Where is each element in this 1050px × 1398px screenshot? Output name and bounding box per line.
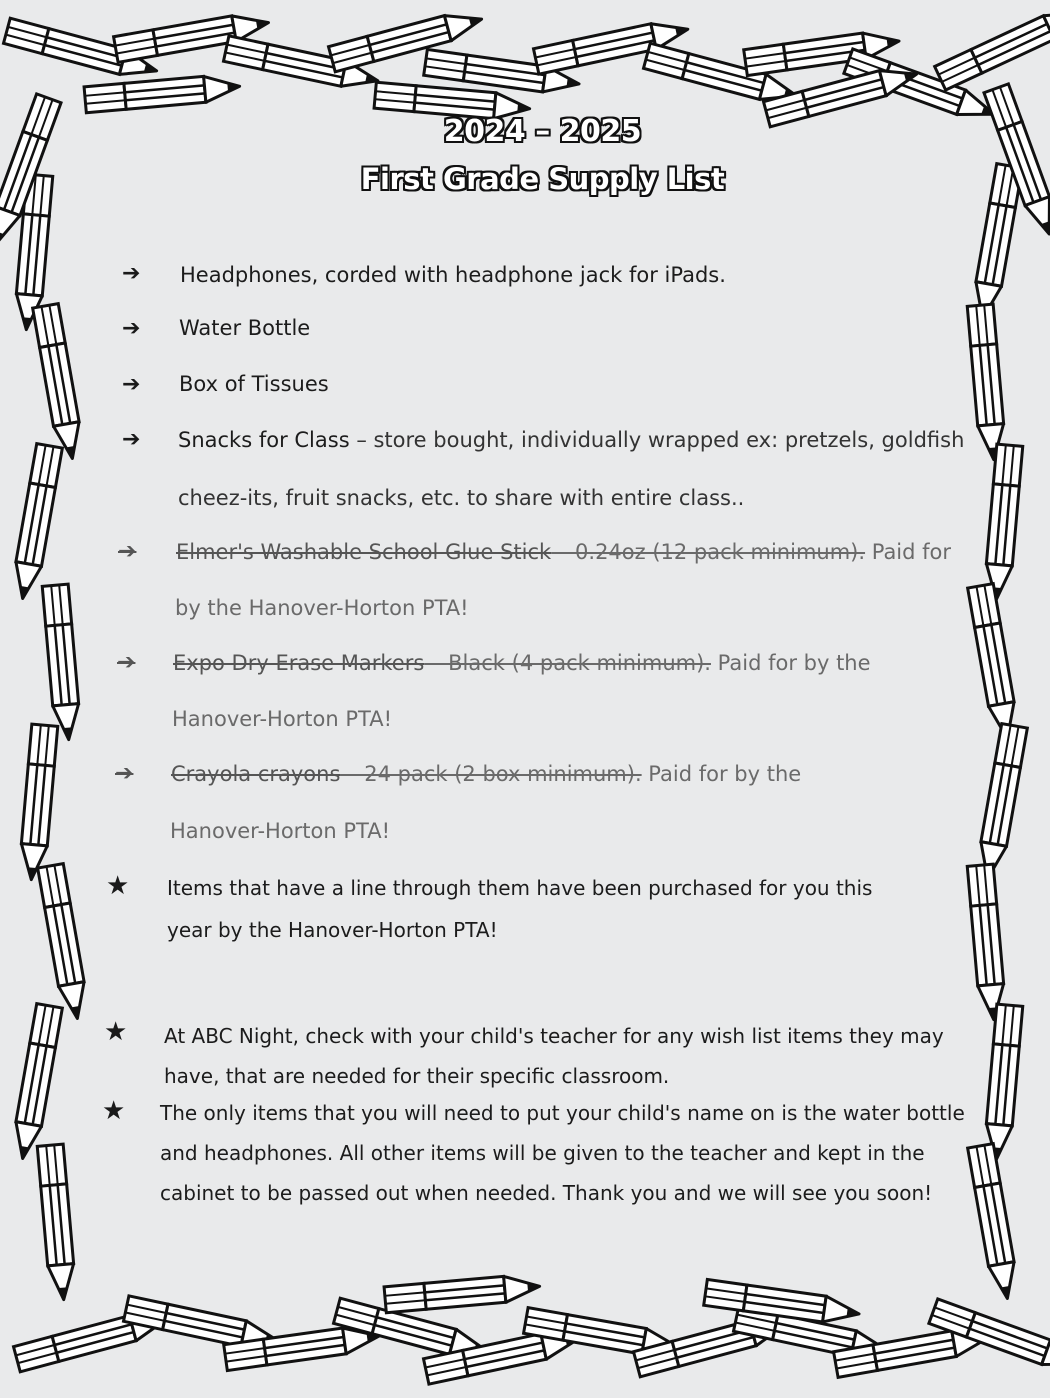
snacks-detail: – store bought, individually wrapped ex: pretzels, goldfish [349, 428, 965, 452]
pencil-border-icon [33, 304, 86, 461]
supply-item-headphones: Headphones, corded with headphone jack for iPads. [180, 263, 726, 287]
purchased-item-name: Expo Dry Erase Markers [173, 651, 425, 675]
note-names-line-1: The only items that you will need to put your child's name on is the water bottle [160, 1101, 965, 1125]
supply-item-water-bottle: Water Bottle [179, 316, 311, 340]
purchased-item-note: Paid for by the [710, 651, 871, 675]
pencil-border-icon [935, 1, 1050, 90]
supply-item-tissues: Box of Tissues [179, 372, 329, 396]
pencil-border-icon [968, 1144, 1021, 1301]
purchased-item-spec: – Black (4 pack minimum). [424, 651, 711, 675]
pencil-border-icon [10, 1004, 63, 1161]
pencil-border-icon [384, 1273, 541, 1312]
note-purchased-line-1: Items that have a line through them have been purchased for you this [167, 876, 873, 900]
note-names-line-2: and headphones. All other items will be given to the teacher and kept in the [160, 1141, 925, 1165]
purchased-item-continuation: Hanover-Horton PTA! [172, 707, 393, 731]
header-title: First Grade Supply List [360, 162, 725, 196]
supply-item-snacks [178, 430, 964, 451]
purchased-item-glue-stick [176, 542, 951, 563]
purchased-item-name: Elmer's Washable School Glue Stick [176, 540, 552, 564]
purchased-item-note: Paid for by the [641, 762, 802, 786]
pencil-border-icon [42, 584, 81, 741]
header-year: 2024 – 2025 [443, 114, 642, 149]
purchased-item-name: Crayola crayons [171, 762, 341, 786]
note-abc-night-line-2: have, that are needed for their specific classroom. [164, 1064, 670, 1088]
note-abc-night-line-1: At ABC Night, check with your child's teacher for any wish list items they may [164, 1024, 944, 1048]
pencil-border-icon [975, 724, 1028, 881]
purchased-item-note: Paid for [865, 540, 952, 564]
arrow-bullet-icon: ➔ [117, 650, 136, 675]
pencil-border-icon [84, 73, 241, 112]
pencil-border-icon [38, 864, 91, 1021]
pencil-border-icon [983, 444, 1022, 601]
snacks-continuation: cheez-its, fruit snacks, etc. to share with entire class.. [178, 486, 745, 510]
arrow-bullet-icon: ➔ [122, 427, 141, 452]
note-names-line-3: cabinet to be passed out when needed. Thank you and we will see you soon! [160, 1181, 933, 1205]
purchased-item-expo-markers [173, 653, 871, 674]
pencil-border-icon [983, 1004, 1022, 1161]
star-bullet-icon: ★ [104, 1017, 128, 1047]
note-purchased-line-2: year by the Hanover-Horton PTA! [167, 918, 498, 942]
arrow-bullet-icon: ➔ [122, 261, 141, 286]
arrow-bullet-icon: ➔ [122, 372, 141, 397]
arrow-bullet-icon: ➔ [115, 761, 134, 786]
purchased-item-continuation: Hanover-Horton PTA! [170, 819, 391, 843]
pencil-border-icon [10, 444, 63, 601]
pencil-border-icon [967, 304, 1006, 461]
purchased-item-spec: – 0.24oz (12 pack minimum). [551, 540, 866, 564]
snacks-label: Snacks for Class [178, 428, 350, 452]
star-bullet-icon: ★ [102, 1096, 126, 1126]
arrow-bullet-icon: ➔ [122, 316, 141, 341]
star-bullet-icon: ★ [106, 871, 130, 901]
purchased-item-crayons [171, 764, 801, 785]
purchased-item-spec: – 24 pack (2 box minimum). [340, 762, 642, 786]
pencil-border-icon [37, 1144, 76, 1301]
pencil-border-icon [967, 864, 1006, 1021]
pencil-border-icon [18, 724, 57, 881]
pencil-border-icon [968, 584, 1021, 741]
arrow-bullet-icon: ➔ [118, 539, 137, 564]
purchased-item-continuation: by the Hanover-Horton PTA! [175, 596, 469, 620]
